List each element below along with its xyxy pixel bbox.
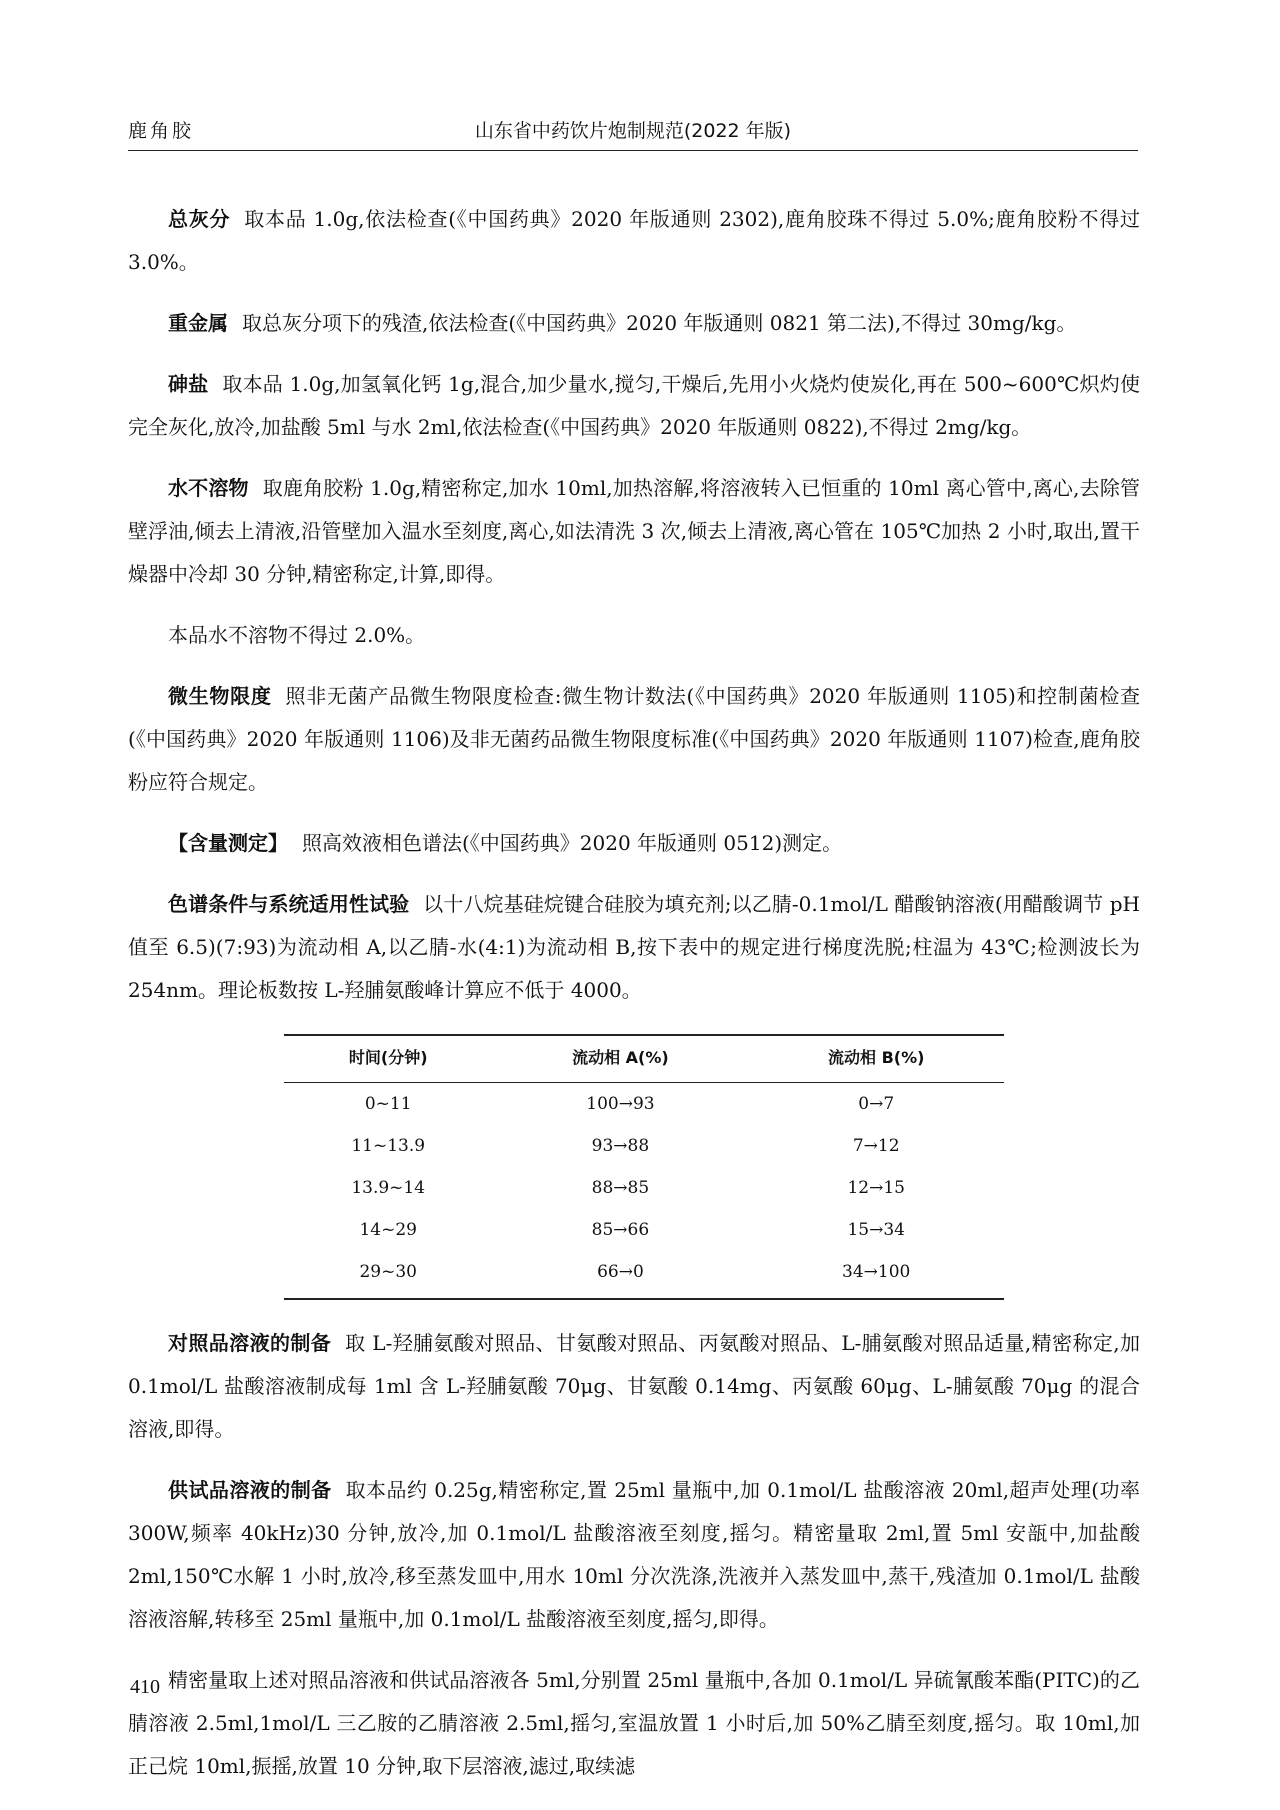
text-microbe: 照非无菌产品微生物限度检查:微生物计数法(《中国药典》2020 年版通则 1105)和控制菌检查(《中国药典》2020 年版通则 1106)及非无菌药品微生物限度标准(《中国药典》2020 年版通则 1107)检查,鹿角胶粉应符合规定。	[128, 684, 1141, 794]
text-heavy-metal: 取总灰分项下的残渣,依法检查(《中国药典》2020 年版通则 0821 第二法),不得过 30mg/kg。	[242, 311, 1077, 335]
cell-time: 11~13.9	[351, 1136, 426, 1156]
text-total-ash: 取本品 1.0g,依法检查(《中国药典》2020 年版通则 2302),鹿角胶珠不得过 5.0%;鹿角胶粉不得过 3.0%。	[128, 207, 1140, 274]
text-reference-solution: 取 L-羟脯氨酸对照品、甘氨酸对照品、丙氨酸对照品、L-脯氨酸对照品适量,精密称定,加 0.1mol/L 盐酸溶液制成每 1ml 含 L-羟脯氨酸 70μg、甘氨酸 0.14mg、丙氨酸 60μg、L-脯氨酸 70μg 的混合溶液,即得。	[128, 1331, 1140, 1441]
cell-time: 13.9~14	[351, 1178, 426, 1198]
paragraph-insoluble-limit: 本品水不溶物不得过 2.0%。	[168, 623, 426, 647]
cell-phase-b: 7→12	[852, 1136, 900, 1156]
cell-time: 0~11	[364, 1094, 412, 1114]
paragraph-arsenic	[128, 363, 1140, 449]
text-chromatography: 以十八烷基硅烷键合硅胶为填充剂;以乙腈-0.1mol/L 醋酸钠溶液(用醋酸调节 pH 值至 6.5)(7:93)为流动相 A,以乙腈-水(4:1)为流动相 B,按下表中的规定进行梯度洗脱;柱温为 43℃;检测波长为 254nm。理论板数按 L-羟脯氨酸峰计算应不低于 4000。	[128, 892, 1140, 1002]
cell-phase-a: 88→85	[591, 1178, 650, 1198]
cell-phase-b: 34→100	[748, 1251, 1004, 1299]
term-assay: 【含量测定】	[168, 831, 288, 855]
cell-phase-b: 0→7	[858, 1094, 895, 1114]
paragraph-microbe	[128, 675, 1140, 804]
term-chromatography: 色谱条件与系统适用性试验	[168, 892, 410, 916]
paragraph-chromatography	[128, 883, 1140, 1012]
term-insoluble: 水不溶物	[168, 476, 249, 500]
term-test-solution: 供试品溶液的制备	[168, 1478, 332, 1502]
text-arsenic: 取本品 1.0g,加氢氧化钙 1g,混合,加少量水,搅匀,干燥后,先用小火烧灼使炭化,再在 500~600℃炽灼使完全灰化,放冷,加盐酸 5ml 与水 2ml,依法检查(《中国药典》2020 年版通则 0822),不得过 2mg/kg。	[128, 372, 1140, 439]
header-phase-b: 流动相 B(%)	[748, 1035, 1004, 1083]
header-divider	[128, 150, 1138, 151]
text-test-solution: 取本品约 0.25g,精密称定,置 25ml 量瓶中,加 0.1mol/L 盐酸溶液 20ml,超声处理(功率 300W,频率 40kHz)30 分钟,放冷,加 0.1mol/L 盐酸溶液至刻度,摇匀。精密量取 2ml,置 5ml 安瓿中,加盐酸 2ml,150℃水解 1 小时,放冷,移至蒸发皿中,用水 10ml 分次洗涤,洗液并入蒸发皿中,蒸干,残渣加 0.1mol/L 盐酸溶液溶解,转移至 25ml 量瓶中,加 0.1mol/L 盐酸溶液至刻度,摇匀,即得。	[128, 1478, 1141, 1631]
cell-time: 14~29	[359, 1220, 417, 1240]
paragraph-heavy-metal	[128, 302, 1140, 345]
text-assay: 照高效液相色谱法(《中国药典》2020 年版通则 0512)测定。	[302, 831, 843, 855]
cell-phase-a: 66→0	[492, 1251, 748, 1299]
header-book-title: 山东省中药饮片炮制规范(2022 年版)	[474, 120, 792, 142]
table-row	[284, 1209, 1004, 1251]
header-time: 时间(分钟)	[284, 1035, 492, 1083]
cell-time: 29~30	[284, 1251, 492, 1299]
gradient-table	[284, 1034, 1004, 1300]
cell-phase-a: 100→93	[586, 1094, 655, 1114]
cell-phase-a: 93→88	[591, 1136, 650, 1156]
paragraph-insoluble	[128, 467, 1140, 596]
table-row	[284, 1167, 1004, 1209]
term-heavy-metal: 重金属	[168, 311, 228, 335]
paragraph-reference-solution	[128, 1322, 1140, 1451]
header-phase-a: 流动相 A(%)	[492, 1035, 748, 1083]
cell-phase-a: 85→66	[591, 1220, 650, 1240]
running-header	[128, 112, 1138, 152]
cell-phase-b: 15→34	[847, 1220, 905, 1240]
term-total-ash: 总灰分	[168, 207, 231, 231]
term-arsenic: 砷盐	[168, 372, 209, 396]
paragraph-assay	[128, 822, 1140, 865]
gradient-table-wrapper	[128, 1034, 1140, 1300]
term-reference-solution: 对照品溶液的制备	[168, 1331, 332, 1355]
table-row	[284, 1125, 1004, 1167]
page-number: 410	[130, 1676, 160, 1698]
table-row	[284, 1083, 1004, 1126]
header-monograph-name: 鹿角胶	[128, 120, 195, 142]
text-insoluble: 取鹿角胶粉 1.0g,精密称定,加水 10ml,加热溶解,将溶液转入已恒重的 10ml 离心管中,离心,去除管壁浮油,倾去上清液,沿管壁加入温水至刻度,离心,如法清洗 3 次,倾去上清液,离心管在 105℃加热 2 小时,取出,置干燥器中冷却 30 分钟,精密称定,计算,即得。	[128, 476, 1140, 586]
body-text	[128, 198, 1140, 1788]
table-header-row	[284, 1035, 1004, 1083]
paragraph-test-solution	[128, 1469, 1140, 1641]
paragraph-derivatization: 精密量取上述对照品溶液和供试品溶液各 5ml,分别置 25ml 量瓶中,各加 0.1mol/L 异硫氰酸苯酯(PITC)的乙腈溶液 2.5ml,1mol/L 三乙胺的乙腈溶液 2.5ml,摇匀,室温放置 1 小时后,加 50%乙腈至刻度,摇匀。取 10ml,加正己烷 10ml,振摇,放置 10 分钟,取下层溶液,滤过,取续滤	[128, 1668, 1140, 1778]
paragraph-total-ash	[128, 198, 1140, 284]
table-row	[284, 1251, 1004, 1299]
cell-phase-b: 12→15	[847, 1178, 905, 1198]
term-microbe: 微生物限度	[168, 684, 272, 708]
